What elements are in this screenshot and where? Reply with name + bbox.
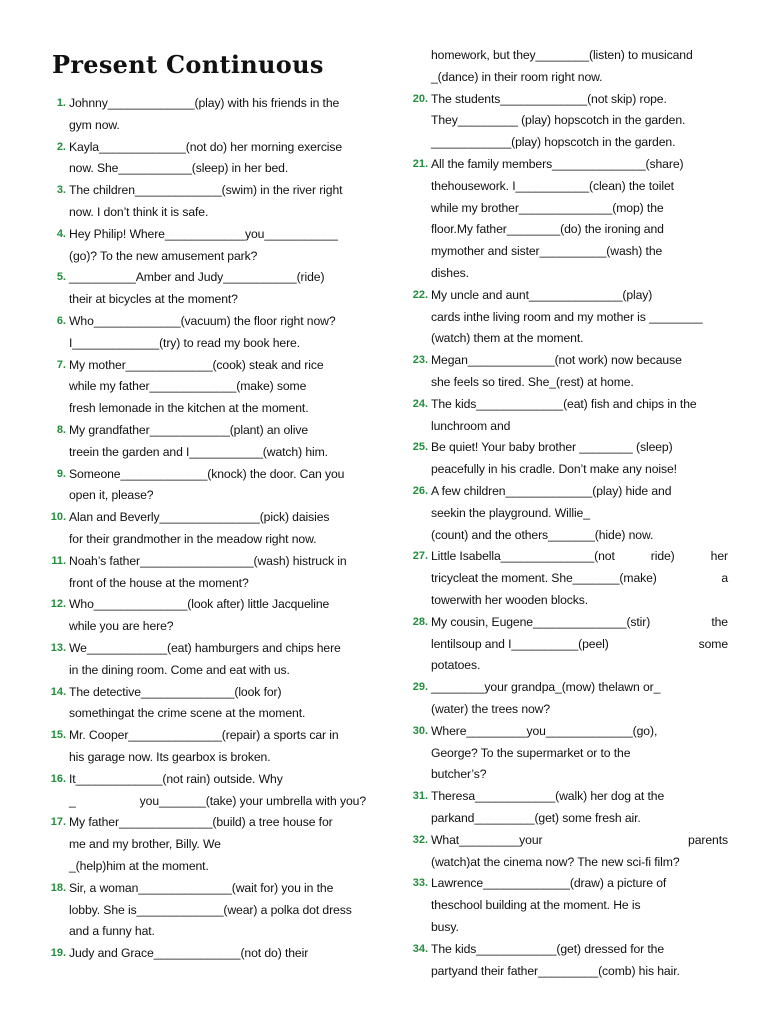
item-line: They_________ (play) hopscotch in the garden. [431, 113, 686, 128]
item-number: 29. [412, 681, 428, 694]
item-line: (watch) them at the moment. [431, 331, 584, 346]
exercise-item [48, 355, 366, 420]
item-number: 19. [50, 947, 66, 960]
item-line: and a funny hat. [69, 924, 155, 939]
item-number: 25. [412, 441, 428, 454]
exercise-item [410, 481, 728, 546]
item-line: potatoes. [431, 658, 481, 673]
item-number: 3. [56, 184, 66, 197]
item-number: 27. [412, 550, 428, 563]
item-number: 1. [56, 97, 66, 109]
item-line: Sir, a woman______________(wait for) you in the [69, 880, 334, 895]
exercise-item [48, 769, 366, 813]
item-line: My uncle and aunt______________(play) [431, 287, 653, 302]
item-number: 15. [50, 729, 66, 742]
worksheet-title: Present Continuous [52, 50, 324, 79]
exercise-item [48, 93, 366, 137]
exercise-item [48, 224, 366, 268]
item-line: My cousin, Eugene______________(stir) the [431, 614, 728, 629]
item-line: towerwith her wooden blocks. [431, 592, 589, 607]
item-line: busy. [431, 919, 459, 934]
exercise-item [48, 137, 366, 181]
exercise-item [48, 311, 366, 355]
item-number: 10. [50, 511, 66, 524]
exercise-item [410, 677, 728, 721]
exercise-item [410, 285, 728, 350]
item-number: 18. [50, 881, 66, 894]
item-number: 2. [56, 140, 66, 153]
exercise-item [410, 873, 728, 938]
exercise-item [48, 725, 366, 769]
exercise-item [410, 612, 728, 677]
item-line: theschool building at the moment. He is [431, 898, 641, 913]
item-line: now. I don’t think it is safe. [69, 204, 209, 219]
item-line: Where_________you_____________(go), [431, 723, 658, 738]
item-number: 4. [56, 227, 66, 240]
item-number: 17. [50, 816, 66, 829]
item-line: treein the garden and I___________(watch) him. [69, 444, 328, 459]
exercise-item [48, 638, 366, 682]
exercise-item [48, 812, 366, 877]
item-number: 23. [412, 354, 428, 367]
exercise-item [48, 420, 366, 464]
item-number: 32. [412, 833, 428, 846]
item-line: All the family members______________(share) [431, 157, 684, 171]
item-line: in the dining room. Come and eat with us. [69, 662, 290, 677]
item-line: gym now. [69, 117, 120, 132]
item-number: 22. [412, 288, 428, 301]
item-line: What_________your parents [431, 832, 728, 847]
item-line: partyand their father_________(comb) his hair. [431, 963, 680, 978]
exercise-item [48, 267, 366, 311]
item-line: It_____________(not rain) outside. Why [69, 771, 283, 786]
item-line: A few children_____________(play) hide and [431, 484, 672, 498]
item-number: 14. [50, 685, 66, 698]
item-number: 5. [56, 271, 66, 284]
item-line: mymother and sister__________(wash) the [431, 244, 663, 259]
item-number: 28. [412, 615, 428, 628]
item-line: The students_____________(not skip) rope. [431, 91, 667, 106]
item-line: seekin the playground. Willie_ [431, 505, 590, 520]
item-line: now. She___________(sleep) in her bed. [69, 161, 289, 176]
exercise-item [410, 830, 728, 874]
item-line: she feels so tired. She_(rest) at home. [431, 374, 634, 389]
item-line: lobby. She is_____________(wear) a polka dot dress [69, 902, 352, 917]
exercise-item [410, 786, 728, 830]
item-line: _(dance) in their room right now. [431, 69, 603, 84]
item-line: George? To the supermarket or to the [431, 745, 631, 760]
item-number: 6. [56, 315, 66, 327]
item-line: ________your grandpa_(mow) thelawn or_ [431, 680, 661, 695]
exercise-item [410, 350, 728, 394]
item-line: _(help)him at the moment. [69, 858, 209, 873]
item-line: The detective______________(look for) [69, 684, 282, 699]
item-line: The kids_____________(eat) fish and chips in the [431, 396, 697, 411]
item-number: 7. [56, 358, 66, 371]
item-line: (go)? To the new amusement park? [69, 248, 258, 263]
item-line: his garage now. Its gearbox is broken. [69, 749, 271, 764]
item-line: Megan_____________(not work) now because [431, 353, 682, 368]
item-line: __________Amber and Judy___________(ride) [69, 270, 325, 285]
item-line: dishes. [431, 266, 469, 280]
exercise-item [48, 180, 366, 224]
item-line: Lawrence_____________(draw) a picture of [431, 876, 667, 891]
item-line: while you are here? [69, 619, 174, 634]
exercise-item [410, 394, 728, 438]
item-number: 24. [412, 397, 428, 410]
item-line: (watch)at the cinema now? The new sci-fi film? [431, 854, 680, 869]
item-line: I_____________(try) to read my book here. [69, 335, 300, 350]
item-number: 11. [51, 554, 66, 567]
exercise-item [48, 594, 366, 638]
item-line: fresh lemonade in the kitchen at the moment. [69, 401, 309, 416]
item-line: peacefully in his cradle. Don’t make any noise! [431, 462, 677, 477]
exercise-item [48, 943, 366, 965]
item-number: 21. [412, 158, 428, 170]
item-line: somethingat the crime scene at the moment. [69, 706, 306, 721]
item-number: 31. [412, 790, 428, 803]
item-line: lentilsoup and I__________(peel) some [431, 636, 728, 651]
item-line: cards inthe living room and my mother is ________ [431, 309, 703, 324]
item-line: ____________(play) hopscotch in the garden. [431, 135, 676, 150]
item-line: We____________(eat) hamburgers and chips here [69, 641, 341, 655]
item-line: thehousework. I___________(clean) the toilet [431, 178, 674, 193]
item-number: 20. [412, 92, 428, 105]
exercise-item [48, 878, 366, 943]
item-line: Mr. Cooper______________(repair) a sports car in [69, 728, 339, 743]
exercise-item [48, 682, 366, 726]
item-line: _ you_______(take) your umbrella with you? [69, 793, 366, 808]
item-line: while my father_____________(make) some [69, 379, 307, 394]
exercise-item [48, 464, 366, 508]
item-line: My mother_____________(cook) steak and rice [69, 357, 324, 372]
exercise-item [410, 546, 728, 611]
item-line: My grandfather____________(plant) an olive [69, 423, 309, 437]
item-line: for their grandmother in the meadow right now. [69, 531, 317, 546]
exercise-item [48, 551, 366, 595]
item-line: floor.My father________(do) the ironing and [431, 222, 664, 237]
exercise-item [410, 437, 728, 481]
item-line: butcher’s? [431, 767, 487, 782]
item-line: Noah’s father_________________(wash) histruck in [69, 553, 347, 568]
item-line: Be quiet! Your baby brother ________ (sleep) [431, 440, 673, 455]
item-line: The children_____________(swim) in the river right [69, 183, 343, 198]
item-line: Johnny_____________(play) with his friends in the [69, 96, 340, 110]
item-number: 9. [56, 467, 66, 480]
exercise-item [410, 45, 728, 89]
item-number: 26. [412, 485, 428, 497]
item-line: me and my brother, Billy. We [69, 837, 221, 852]
item-line: front of the house at the moment? [69, 575, 249, 590]
item-line: Little Isabella______________(not ride) her [431, 549, 728, 564]
exercise-item [410, 721, 728, 786]
item-line: while my brother______________(mop) the [431, 200, 664, 215]
item-number: 34. [412, 942, 428, 955]
item-line: The kids____________(get) dressed for the [431, 941, 665, 956]
item-line: My father______________(build) a tree house for [69, 815, 333, 830]
item-line: parkand_________(get) some fresh air. [431, 810, 641, 825]
item-number: 16. [50, 772, 66, 785]
item-line: their at bicycles at the moment? [69, 292, 238, 307]
exercise-item [410, 154, 728, 285]
item-line: Kayla_____________(not do) her morning exercise [69, 139, 343, 154]
item-line: lunchroom and [431, 418, 511, 433]
item-number: 13. [50, 642, 66, 654]
item-line: Someone_____________(knock) the door. Can you [69, 466, 345, 481]
item-number: 33. [412, 877, 428, 890]
item-line: Who_____________(vacuum) the floor right now? [69, 314, 336, 328]
exercise-item [410, 89, 728, 154]
item-line: Theresa____________(walk) her dog at the [431, 789, 665, 804]
item-line: Who______________(look after) little Jacqueline [69, 597, 330, 612]
item-line: Alan and Beverly_______________(pick) daisies [69, 510, 330, 525]
item-line: tricycleat the moment. She_______(make) a [431, 571, 728, 586]
item-line: (count) and the others_______(hide) now. [431, 527, 654, 542]
item-line: open it, please? [69, 488, 154, 503]
item-number: 12. [50, 598, 66, 611]
item-line: Hey Philip! Where____________you___________ [69, 226, 338, 241]
exercise-item [410, 939, 728, 983]
item-line: homework, but they________(listen) to musicand [431, 48, 693, 62]
item-line: Judy and Grace_____________(not do) their [69, 946, 309, 961]
item-number: 30. [412, 724, 428, 737]
item-line: (water) the trees now? [431, 701, 551, 716]
item-number: 8. [56, 424, 66, 436]
exercise-item [48, 507, 366, 551]
